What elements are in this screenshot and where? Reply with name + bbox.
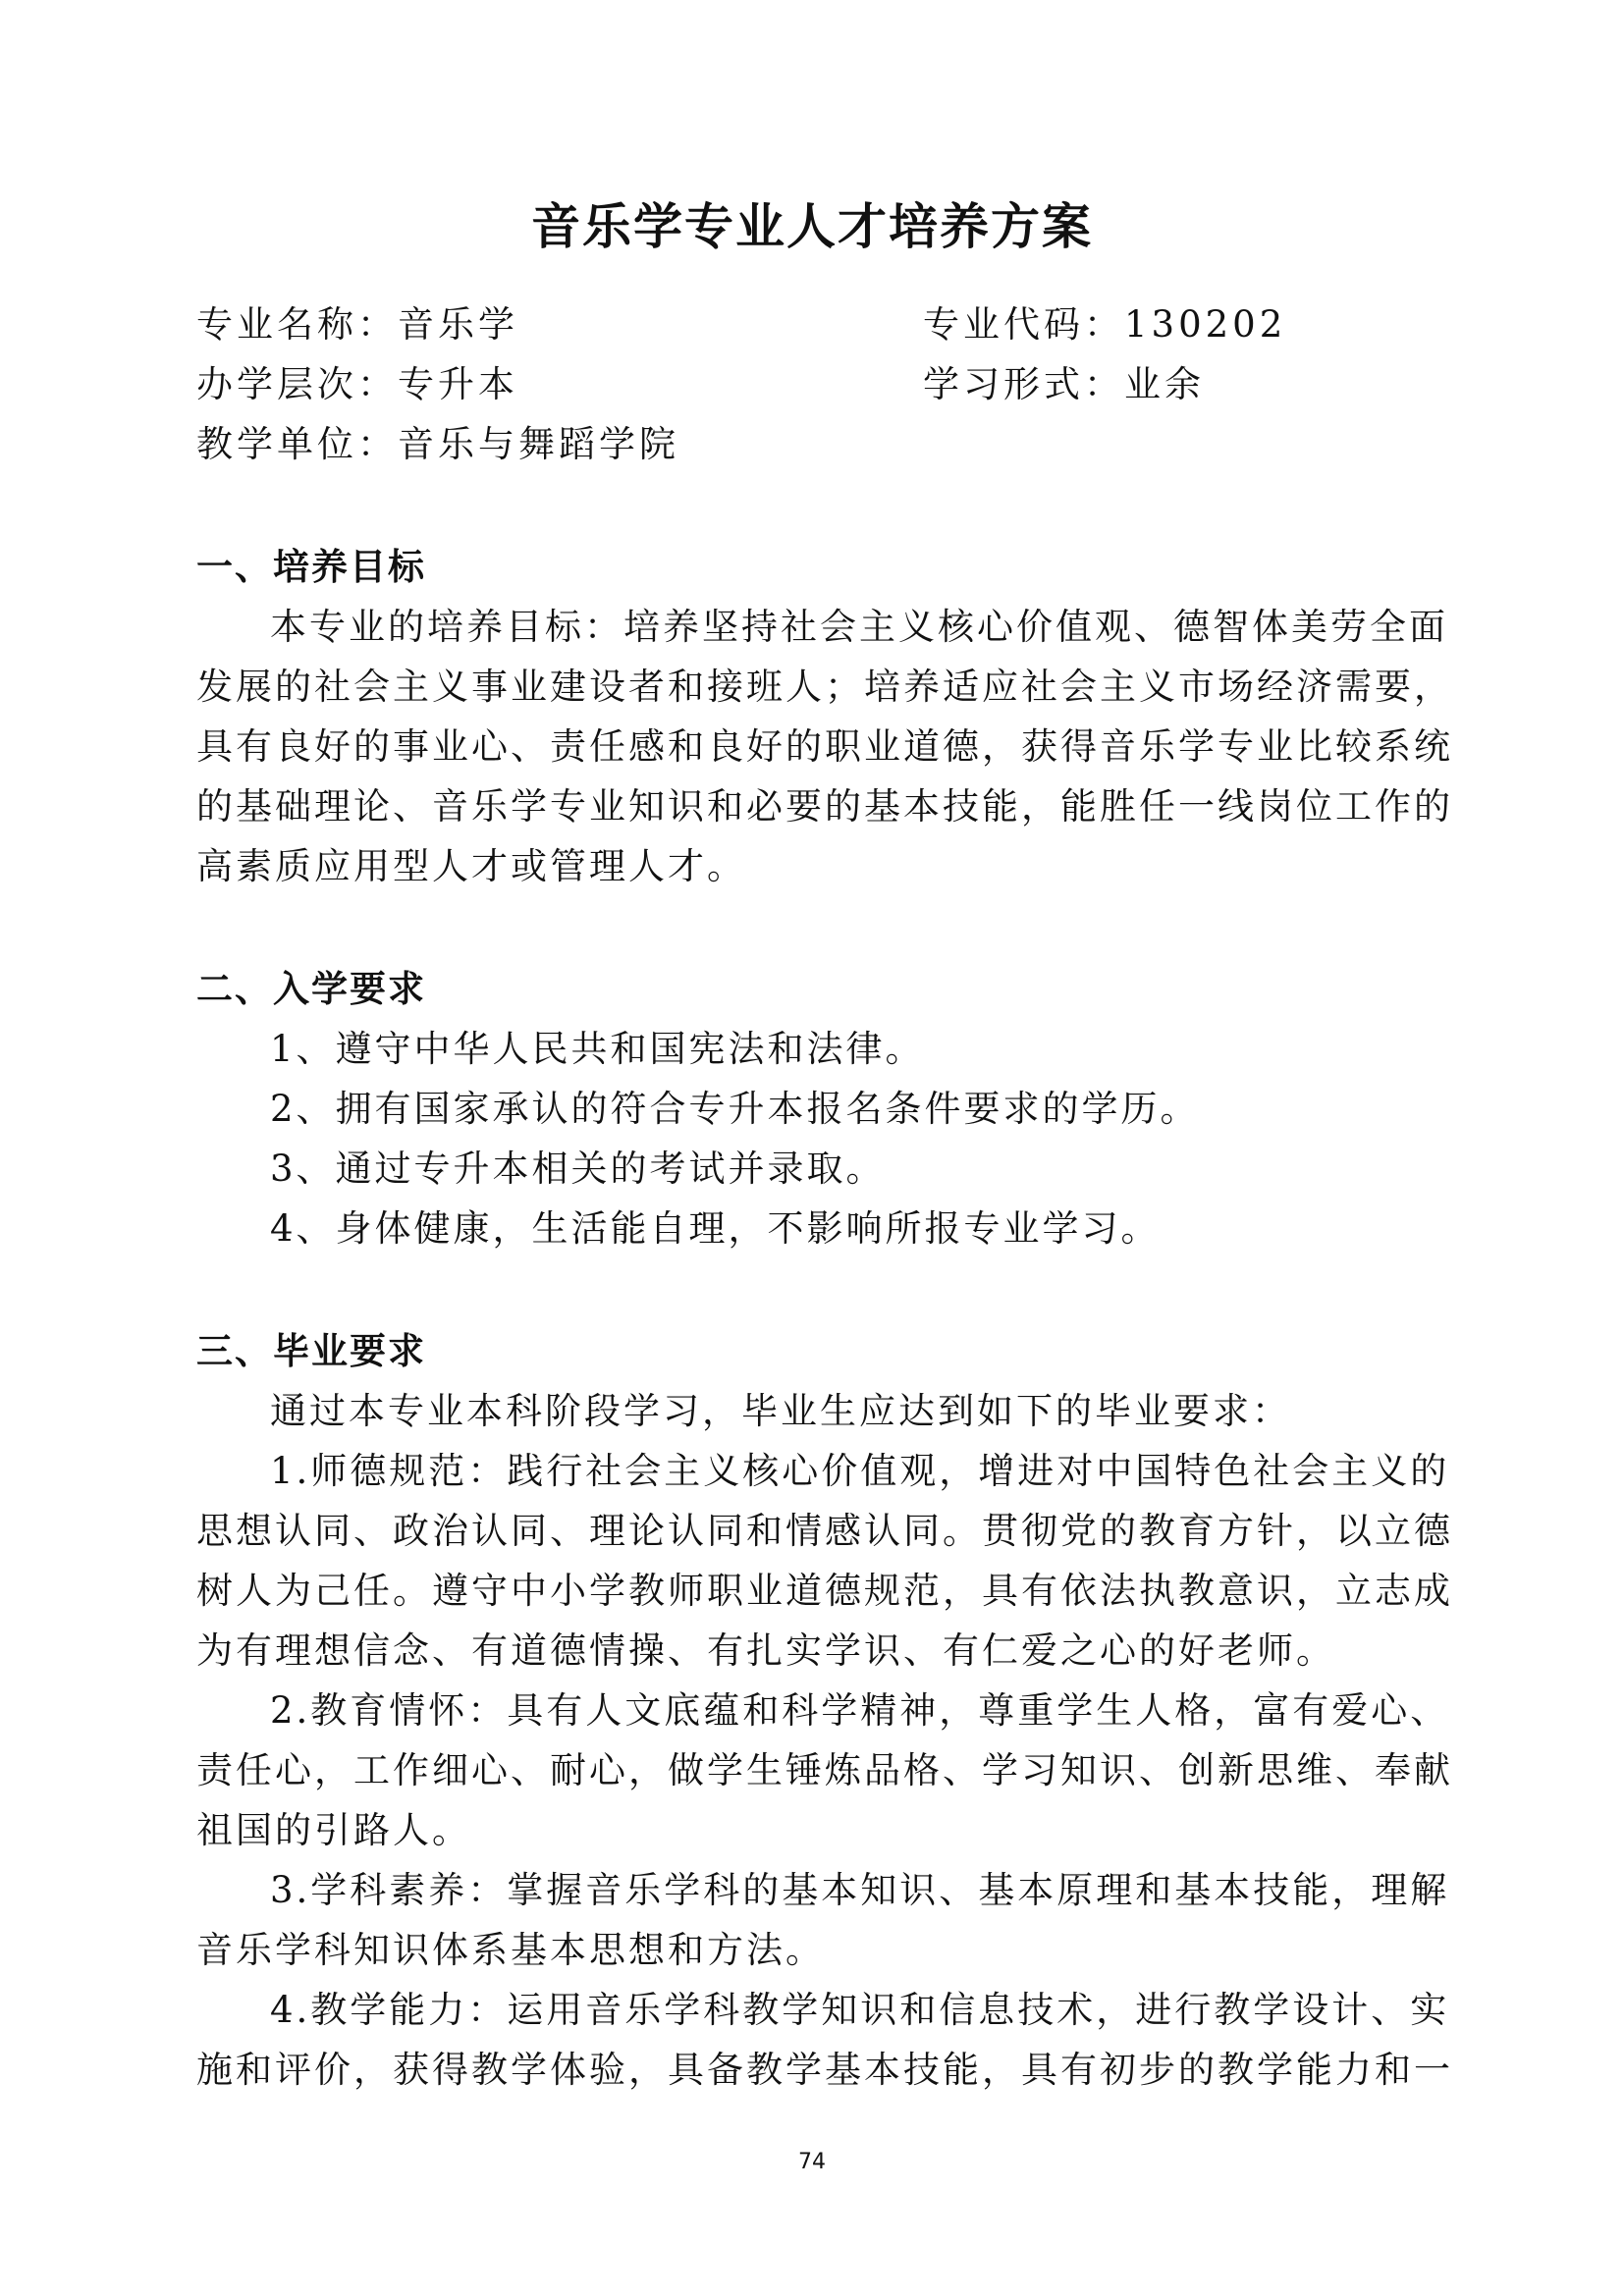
section-heading-graduation: 三、毕业要求 xyxy=(196,1330,426,1372)
paragraph-line: 发展的社会主义事业建设者和接班人；培养适应社会主义市场经济需要， xyxy=(196,666,1453,708)
education-level: 办学层次：专升本 xyxy=(196,363,518,405)
page-number: 74 xyxy=(798,2150,826,2174)
list-item: 1、遵守中华人民共和国宪法和法律。 xyxy=(270,1028,925,1070)
paragraph-line: 本专业的培养目标：培养坚持社会主义核心价值观、德智体美劳全面 xyxy=(270,606,1448,648)
paragraph-line: 2.教育情怀：具有人文底蕴和科学精神，尊重学生人格，富有爱心、 xyxy=(270,1689,1450,1732)
page-title: 音乐学专业人才培养方案 xyxy=(531,198,1093,255)
paragraph-line: 3.学科素养：掌握音乐学科的基本知识、基本原理和基本技能，理解 xyxy=(270,1869,1450,1911)
paragraph-line: 祖国的引路人。 xyxy=(196,1809,471,1851)
paragraph-line: 4.教学能力：运用音乐学科教学知识和信息技术，进行教学设计、实 xyxy=(270,1989,1450,2031)
teaching-unit: 教学单位：音乐与舞蹈学院 xyxy=(196,423,679,465)
list-item: 4、身体健康，生活能自理，不影响所报专业学习。 xyxy=(270,1207,1161,1250)
list-item: 3、通过专升本相关的考试并录取。 xyxy=(270,1148,886,1190)
paragraph-line: 的基础理论、音乐学专业知识和必要的基本技能，能胜任一线岗位工作的 xyxy=(196,785,1453,828)
paragraph-line: 责任心，工作细心、耐心，做学生锤炼品格、学习知识、创新思维、奉献 xyxy=(196,1749,1453,1791)
paragraph-line: 音乐学科知识体系基本思想和方法。 xyxy=(196,1929,825,1971)
major-name: 专业名称：音乐学 xyxy=(196,303,518,346)
paragraph-line: 施和评价，获得教学体验，具备教学基本技能，具有初步的教学能力和一 xyxy=(196,2049,1453,2091)
paragraph-line: 1.师德规范：践行社会主义核心价值观，增进对中国特色社会主义的 xyxy=(270,1450,1450,1492)
paragraph-line: 具有良好的事业心、责任感和良好的职业道德，获得音乐学专业比较系统 xyxy=(196,725,1453,768)
paragraph-line: 通过本专业本科阶段学习，毕业生应达到如下的毕业要求： xyxy=(270,1390,1291,1432)
paragraph-line: 树人为己任。遵守中小学教师职业道德规范，具有依法执教意识，立志成 xyxy=(196,1570,1453,1612)
paragraph-line: 思想认同、政治认同、理论认同和情感认同。贯彻党的教育方针，以立德 xyxy=(196,1510,1453,1552)
paragraph-line: 高素质应用型人才或管理人才。 xyxy=(196,845,746,887)
section-heading-training-goals: 一、培养目标 xyxy=(196,546,426,588)
paragraph-line: 为有理想信念、有道德情操、有扎实学识、有仁爱之心的好老师。 xyxy=(196,1629,1335,1672)
section-heading-admission: 二、入学要求 xyxy=(196,968,426,1010)
list-item: 2、拥有国家承认的符合专升本报名条件要求的学历。 xyxy=(270,1088,1200,1130)
study-form: 学习形式：业余 xyxy=(923,363,1205,405)
major-code: 专业代码：130202 xyxy=(923,303,1287,346)
